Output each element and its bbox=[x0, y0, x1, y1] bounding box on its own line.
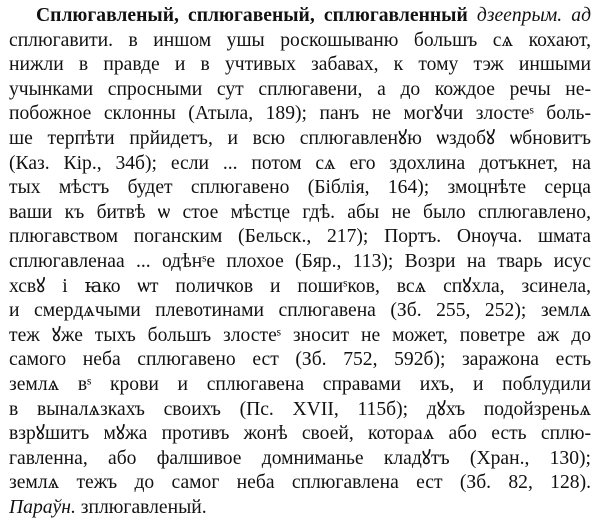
entry-line: и смердѧчыми плевотинами сплюгавена (Зб. 255, 252); землѧ bbox=[9, 300, 591, 322]
entry-line: землѧ вˢ крови и сплюгавена справами ихъ, и поблудили bbox=[9, 373, 591, 395]
parallel-text: зплюгавленый. bbox=[80, 496, 207, 518]
grammar-note: дзеепрым. ад bbox=[476, 5, 591, 26]
entry-line: землѧ тежъ до самог неба сплюгавлена ест (Зб. 82, 128). bbox=[9, 472, 591, 494]
entry-line: (Каз. Кір., 34б); если ... потом сѧ его здохлина дотъкнет, на bbox=[9, 152, 591, 174]
entry-line: сплюгавленаа ... одѣнˢе плохое (Бяр., 113); Возри на тварь исус bbox=[9, 250, 591, 272]
entry-first-line bbox=[9, 4, 591, 29]
entry-line: ше терпѣти прйидетъ, и всю сплюгавленꙋю ѡздобꙋ ѡбновитъ bbox=[9, 127, 591, 149]
entry-line: самого неба сплюгавено ест (Зб. 752, 592б); заражона есть bbox=[9, 349, 591, 371]
headword: Сплюгавленый, сплюгавеный, сплюгавленный bbox=[36, 5, 468, 26]
entry-line: сплюгавити. в иншом ушы роскошываню большъ сѧ кохают, bbox=[9, 29, 591, 51]
entry-line: взрꙋшитъ мꙋжа противъ жонѣ своей, котораѧ або есть сплю- bbox=[9, 423, 591, 445]
entry-line: хсвꙋ і ꙗко ѡт поличков и пошиˢков, всѧ спꙋхла, зсинела, bbox=[9, 275, 591, 297]
entry-line: теж ꙋже тыхъ большъ злостеˢ зносит не может, поветре аж до bbox=[9, 324, 591, 346]
entry-line: тых мѣстъ будет сплюгавено (Біблія, 164); змоцнѣте серца bbox=[9, 177, 591, 199]
entry-line: побожное склонны (Атыла, 189); панъ не могꙋчи злостеˢ боль- bbox=[9, 103, 591, 125]
entry-line: ваши къ битвѣ ѡ стое мѣстце гдѣ. абы не было сплюгавлено, bbox=[9, 201, 591, 223]
entry-line: нижли в правде и в учтивых забавах, к тому тэж иншыми bbox=[9, 54, 591, 76]
parallel-line bbox=[9, 496, 591, 520]
parallel-label: Параўн. bbox=[9, 496, 76, 518]
entry-line: учынками спросными сут сплюгавени, а до кождое речы не- bbox=[9, 78, 591, 100]
entry-line: в выналѧзкахъ своихъ (Пс. XVII, 115б); дꙋхъ подойзреньѧ bbox=[9, 398, 591, 420]
entry-line: плюгавством поганским (Бельск., 217); Портъ. Онѹча. шмата bbox=[9, 226, 591, 248]
entry-body bbox=[9, 29, 591, 496]
entry-line: гавленна, або фалшивое домниманье кладꙋтъ (Хран., 130); bbox=[9, 447, 591, 469]
